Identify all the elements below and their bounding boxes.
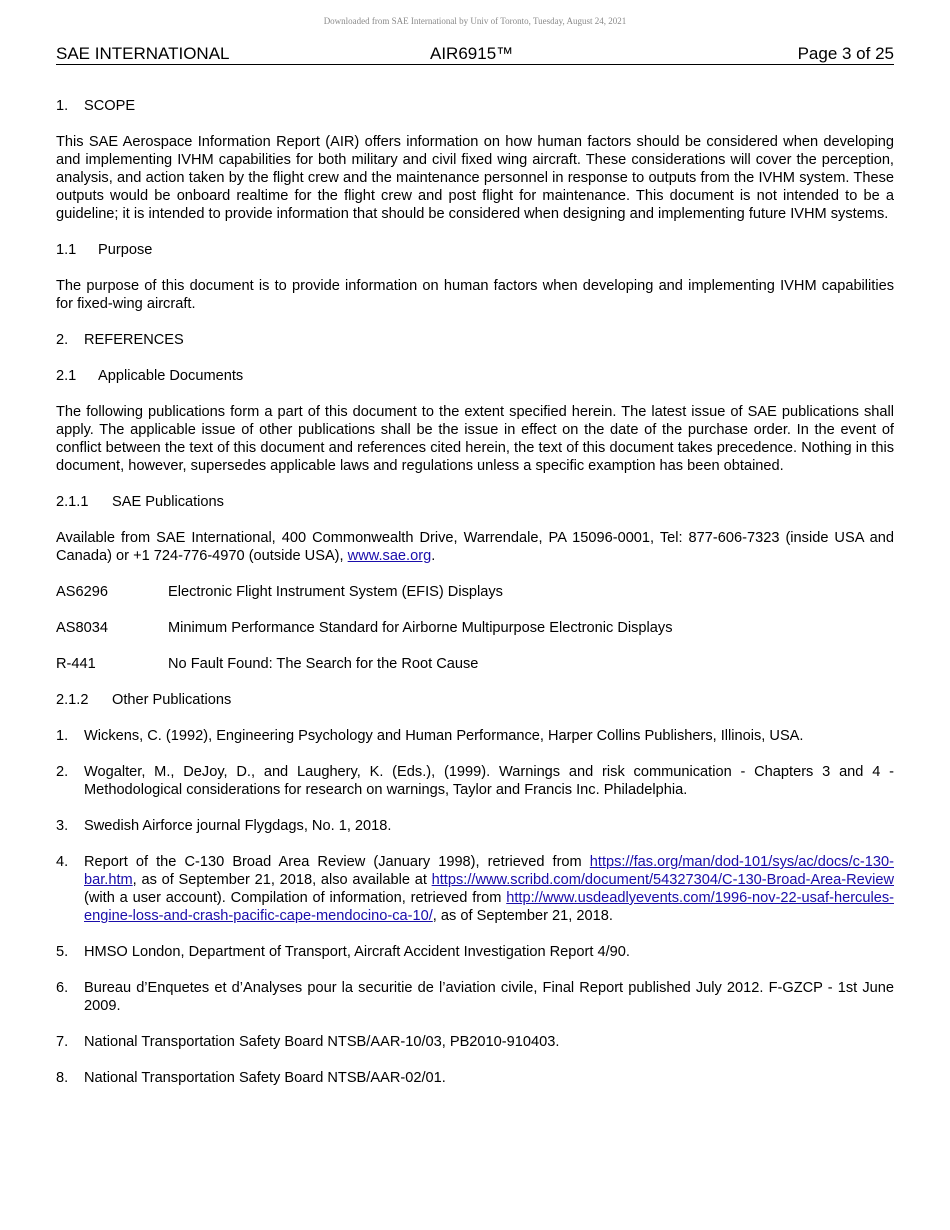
item-text-part: Report of the C-130 Broad Area Review (January 1998), retrieved from	[84, 854, 590, 870]
reference-code: AS8034	[56, 620, 108, 636]
section-2-heading	[56, 331, 894, 349]
item-number: 7.	[56, 1034, 69, 1050]
section-1-1-heading	[56, 241, 894, 259]
scope-paragraph: This SAE Aerospace Information Report (AIR) offers information on how human factors should be considered when developing and implementing IVHM capabilities for both military and civil fixed wing aircraft. These considerations will cover the perception, analysis, and action taken by the flight crew and the maintenance personnel in response to outputs from the IVHM system. These outputs would be onboard realtime for the flight crew and post flight for maintenance. This document is not intended to be a guideline; it is intended to provide information that should be considered when designing and implementing future IVHM systems.	[56, 134, 894, 222]
section-number: 2.	[56, 332, 69, 348]
applicable-documents-paragraph: The following publications form a part of this document to the extent specified herein. The latest issue of SAE publications shall apply. The applicable issue of other publications shall be the issue in effect on the date of the purchase order. In the event of conflict between the text of this document and references cited herein, the text of this document takes precedence. Nothing in this document, however, supersedes applicable laws and regulations unless a specific examption has been obtained.	[56, 404, 894, 474]
sae-reference-item	[56, 655, 894, 673]
reference-title: Electronic Flight Instrument System (EFIS) Displays	[168, 584, 503, 600]
item-text: National Transportation Safety Board NTSB/AAR-10/03, PB2010-910403.	[84, 1034, 560, 1050]
item-text: Bureau d’Enquetes et d’Analyses pour la securitie de l’aviation civile, Final Report published July 2012. F-GZCP - 1st June 2009.	[84, 980, 894, 1014]
publication-item	[56, 763, 894, 799]
sae-reference-item	[56, 583, 894, 601]
item-text: Wickens, C. (1992), Engineering Psychology and Human Performance, Harper Collins Publishers, Illinois, USA.	[84, 728, 804, 744]
sae-website-link[interactable]: www.sae.org	[347, 548, 432, 564]
item-text-part: , as of September 21, 2018.	[432, 908, 613, 924]
fas-report-link[interactable]: https://fas.org/man/dod-101/sys/ac/docs/c-130-bar.htm	[84, 854, 894, 888]
availability-end: .	[431, 548, 436, 564]
publication-item	[56, 727, 894, 745]
publication-item	[56, 979, 894, 1015]
sae-reference-item	[56, 619, 894, 637]
reference-code: AS6296	[56, 584, 108, 600]
item-number: 8.	[56, 1070, 69, 1086]
publication-item	[56, 1033, 894, 1051]
download-note: Downloaded from SAE International by Univ of Toronto, Tuesday, August 24, 2021	[323, 16, 627, 26]
usdeadlyevents-link[interactable]: http://www.usdeadlyevents.com/1996-nov-22-usaf-hercules-engine-loss-and-crash-pacific-cape-mendocino-ca-10/	[84, 890, 894, 924]
section-number: 2.1.1	[56, 494, 89, 510]
availability-text: Available from SAE International, 400 Commonwealth Drive, Warrendale, PA 15096-0001, Tel: 877-606-7323 (inside USA and Canada) or +1 724-776-4970 (outside USA),	[56, 530, 894, 564]
section-number: 2.1	[56, 368, 77, 384]
item-text: Wogalter, M., DeJoy, D., and Laughery, K. (Eds.), (1999). Warnings and risk communication - Chapters 3 and 4 - Methodological considerations for research on warnings, Taylor and Francis Inc. Philadelphia.	[84, 764, 894, 798]
section-title: Purpose	[98, 242, 153, 258]
section-title: SCOPE	[84, 98, 136, 114]
item-text: National Transportation Safety Board NTSB/AAR-02/01.	[84, 1070, 446, 1086]
header-organization: SAE INTERNATIONAL	[56, 44, 230, 63]
publication-item	[56, 1069, 894, 1087]
section-number: 1.1	[56, 242, 77, 258]
section-title: Other Publications	[112, 692, 232, 708]
item-text-part: , as of September 21, 2018, also available at	[132, 872, 432, 888]
header-page-number: Page 3 of 25	[797, 44, 894, 63]
reference-title: No Fault Found: The Search for the Root Cause	[168, 656, 479, 672]
item-number: 6.	[56, 980, 69, 996]
section-title: SAE Publications	[112, 494, 224, 510]
item-number: 4.	[56, 854, 69, 870]
item-number: 1.	[56, 728, 69, 744]
item-number: 3.	[56, 818, 69, 834]
publication-item	[56, 817, 894, 835]
section-number: 2.1.2	[56, 692, 89, 708]
section-title: REFERENCES	[84, 332, 184, 348]
item-text	[84, 853, 894, 925]
section-2-1-2-heading	[56, 691, 894, 709]
document-body	[56, 97, 894, 1105]
item-text: Swedish Airforce journal Flygdags, No. 1, 2018.	[84, 818, 392, 834]
item-number: 2.	[56, 764, 69, 780]
section-number: 1.	[56, 98, 69, 114]
section-2-1-1-heading	[56, 493, 894, 511]
item-text: HMSO London, Department of Transport, Aircraft Accident Investigation Report 4/90.	[84, 944, 630, 960]
scribd-report-link[interactable]: https://www.scribd.com/document/54327304/C-130-Broad-Area-Review	[431, 872, 894, 888]
reference-code: R-441	[56, 656, 96, 672]
section-1-heading	[56, 97, 894, 115]
publication-item	[56, 943, 894, 961]
purpose-paragraph: The purpose of this document is to provide information on human factors when developing and implementing IVHM capabilities for fixed-wing aircraft.	[56, 278, 894, 312]
sae-availability-paragraph	[56, 529, 894, 565]
publication-item	[56, 853, 894, 925]
header-document-id: AIR6915™	[430, 44, 514, 63]
item-number: 5.	[56, 944, 69, 960]
section-title: Applicable Documents	[98, 368, 244, 384]
reference-title: Minimum Performance Standard for Airborne Multipurpose Electronic Displays	[168, 620, 673, 636]
page-header	[56, 44, 894, 65]
section-2-1-heading	[56, 367, 894, 385]
item-text-part: (with a user account). Compilation of information, retrieved from	[84, 890, 507, 906]
